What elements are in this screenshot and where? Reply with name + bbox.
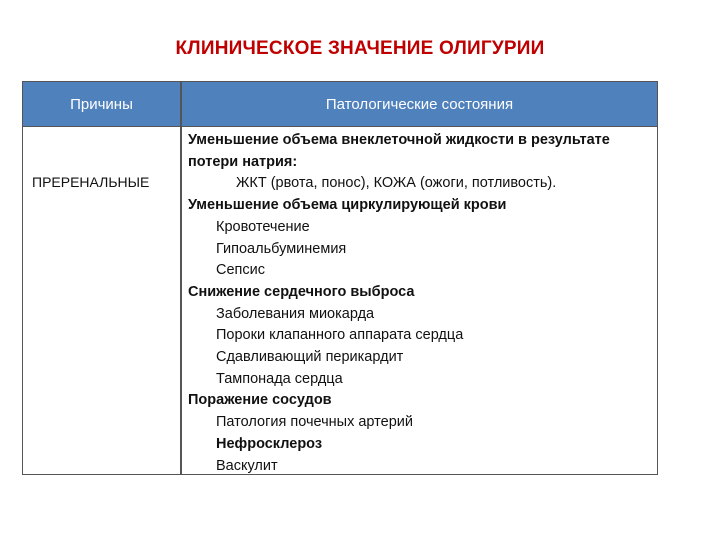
condition-item: Нефросклероз: [216, 435, 323, 452]
condition-item: Васкулит: [216, 457, 278, 474]
condition-item: Пороки клапанного аппарата сердца: [216, 327, 464, 344]
condition-item: Патология почечных артерий: [216, 414, 413, 431]
condition-item: Гипоальбуминемия: [216, 240, 347, 257]
condition-item: Кровотечение: [216, 218, 310, 235]
condition-line: ЖКТ (рвота, понос), КОЖА (ожоги, потливость).: [236, 175, 557, 192]
cause-prerenal: ПРЕРЕНАЛЬНЫЕ: [32, 174, 150, 190]
condition-heading: Поражение сосудов: [188, 392, 332, 409]
condition-line: потери натрия:: [188, 153, 298, 170]
conditions-list: [188, 130, 653, 477]
header-divider: [23, 126, 657, 127]
column-divider: [180, 82, 182, 474]
table-header: [23, 82, 657, 126]
olig-table: [22, 81, 658, 475]
condition-item: Сдавливающий перикардит: [216, 349, 404, 366]
condition-heading: Снижение сердечного выброса: [188, 283, 415, 300]
condition-item: Тампонада сердца: [216, 370, 343, 387]
condition-heading: Уменьшение объема циркулирующей крови: [188, 197, 507, 214]
condition-item: Заболевания миокарда: [216, 305, 375, 322]
condition-line: Уменьшение объема внеклеточной жидкости в результате: [188, 132, 610, 148]
header-conditions: Патологические состояния: [182, 82, 657, 126]
page-title: КЛИНИЧЕСКОЕ ЗНАЧЕНИЕ ОЛИГУРИИ: [175, 38, 545, 59]
condition-item: Сепсис: [216, 262, 265, 279]
header-causes: Причины: [23, 82, 180, 126]
